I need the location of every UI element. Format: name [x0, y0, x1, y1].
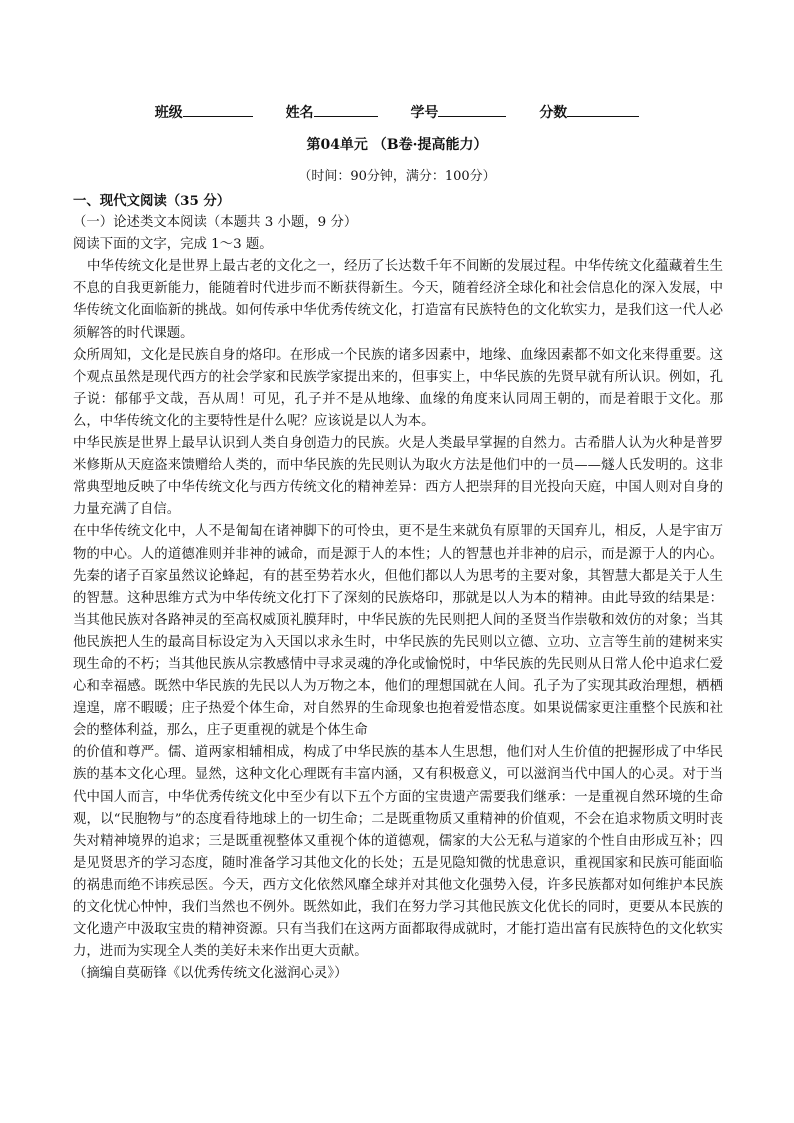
passage-paragraph: 中华民族是世界上最早认识到人类自身创造力的民族。火是人类最早掌握的自然力。古希腊人认为火种是普罗米修斯从天庭盗来馈赠给人类的，而中华民族的先民则认为取火方法是他们中的一员——燧人氏发明的。这非常典型地反映了中华传统文化与西方传统文化的精神差异：西方人把崇拜的目光投向天庭，中国人则对自身的力量充满了自信。	[73, 436, 723, 518]
passage-paragraph: 中华传统文化是世界上最古老的文化之一，经历了长达数千年不间断的发展过程。中华传统文化蕴藏着生生不息的自我更新能力，能随着时代进步而不断获得新生。今天，随着经济全球化和社会信息化的深入发展，中华传统文化面临新的挑战。如何传承中华优秀传统文化，打造富有民族特色的文化软实力，是我们这一代人必须解答的时代课题。	[73, 259, 723, 341]
score-blank[interactable]	[567, 104, 639, 117]
student-info-line	[0, 102, 794, 122]
number-field	[410, 102, 506, 122]
name-field	[286, 102, 378, 122]
section-heading: 一、现代文阅读（35 分）	[73, 193, 231, 209]
reading-section	[73, 190, 723, 985]
passage-paragraph: 众所周知，文化是民族自身的烙印。在形成一个民族的诸多因素中，地缘、血缘因素都不如文化来得重要。这个观点虽然是现代西方的社会学家和民族学家提出来的，但事实上，中华民族的先贤早就有所认识。例如，孔子说：郁郁乎文哉，吾从周！可见，孔子并不是从地缘、血缘的角度来认同周王朝的，而是着眼于文化。那么，中华传统文化的主要特性是什么呢？应该说是以人为本。	[73, 347, 723, 429]
instruction: 阅读下面的文字，完成 1～3 题。	[73, 237, 273, 253]
passage-paragraph: 的价值和尊严。儒、道两家相辅相成，构成了中华民族的基本人生思想，他们对人生价值的把握形成了中华民族的基本文化心理。显然，这种文化心理既有丰富内涵，又有积极意义，可以滋润当代中国人的心灵。对于当代中国人而言，中华优秀传统文化中至少有以下五个方面的宝贵遗产需要我们继承：一是重视自然环境的生命观，以“民胞物与”的态度看待地球上的一切生命；二是既重物质又重精神的价值观，不会在追求物质文明时丧失对精神境界的追求；三是既重视整体又重视个体的道德观，儒家的大公无私与道家的个性自由形成互补；四是见贤思齐的学习态度，随时准备学习其他文化的长处；五是见隐知微的忧患意识，重视国家和民族可能面临的祸患而绝不讳疾忌医。今天，西方文化依然风靡全球并对其他文化强势入侵，许多民族都对如何维护本民族的文化忧心忡忡，我们当然也不例外。既然如此，我们在努力学习其他民族文化优长的同时，更要从本民族的文化遗产中汲取宝贵的精神资源。只有当我们在这两方面都取得成就时，才能打造出富有民族特色的文化软实力，进而为实现全人类的美好未来作出更大贡献。	[73, 745, 723, 960]
name-label: 姓名	[285, 105, 314, 121]
score-label: 分数	[539, 105, 568, 121]
passage-paragraph: 在中华传统文化中，人不是匍匐在诸神脚下的可怜虫，更不是生来就负有原罪的天国弃儿，相反，人是宇宙万物的中心。人的道德准则并非神的诫命，而是源于人的本性；人的智慧也并非神的启示，而是源于人的内心。先秦的诸子百家虽然议论蜂起，有的甚至势若水火，但他们都以人为思考的主要对象，其智慧大都是关于人生的智慧。这种思维方式为中华传统文化打下了深刻的民族烙印，那就是以人为本的精神。由此导致的结果是：当其他民族对各路神灵的至高权威顶礼膜拜时，中华民族的先民则把人间的圣贤当作崇敬和效仿的对象；当其他民族把人生的最高目标设定为入天国以求永生时，中华民族的先民则以立德、立功、立言等生前的建树来实现生命的不朽；当其他民族从宗教感情中寻求灵魂的净化或愉悦时，中华民族的先民则从日常人伦中追求仁爱心和幸福感。既然中华民族的先民以人为万物之本，他们的理想国就在人间。孔子为了实现其政治理想，栖栖遑遑，席不暇暖；庄子热爱个体生命，对自然界的生命现象也抱着爱惜态度。如果说儒家更注重整个民族和社会的整体利益，那么，庄子更重视的就是个体生命	[73, 524, 723, 739]
source-citation: （摘编自莫砺锋《以优秀传统文化滋润心灵》）	[73, 966, 348, 982]
class-label: 班级	[154, 105, 183, 121]
sub-heading: （一）论述类文本阅读（本题共 3 小题，9 分）	[73, 215, 358, 231]
time-info: （时间：90分钟，满分：100分）	[298, 169, 496, 184]
number-blank[interactable]	[438, 104, 506, 117]
name-blank[interactable]	[314, 104, 378, 117]
class-blank[interactable]	[183, 104, 253, 117]
number-label: 学号	[410, 105, 439, 121]
class-field	[155, 102, 253, 122]
score-field	[539, 102, 639, 122]
unit-title: 第04单元 （B卷·提高能力）	[306, 137, 488, 153]
